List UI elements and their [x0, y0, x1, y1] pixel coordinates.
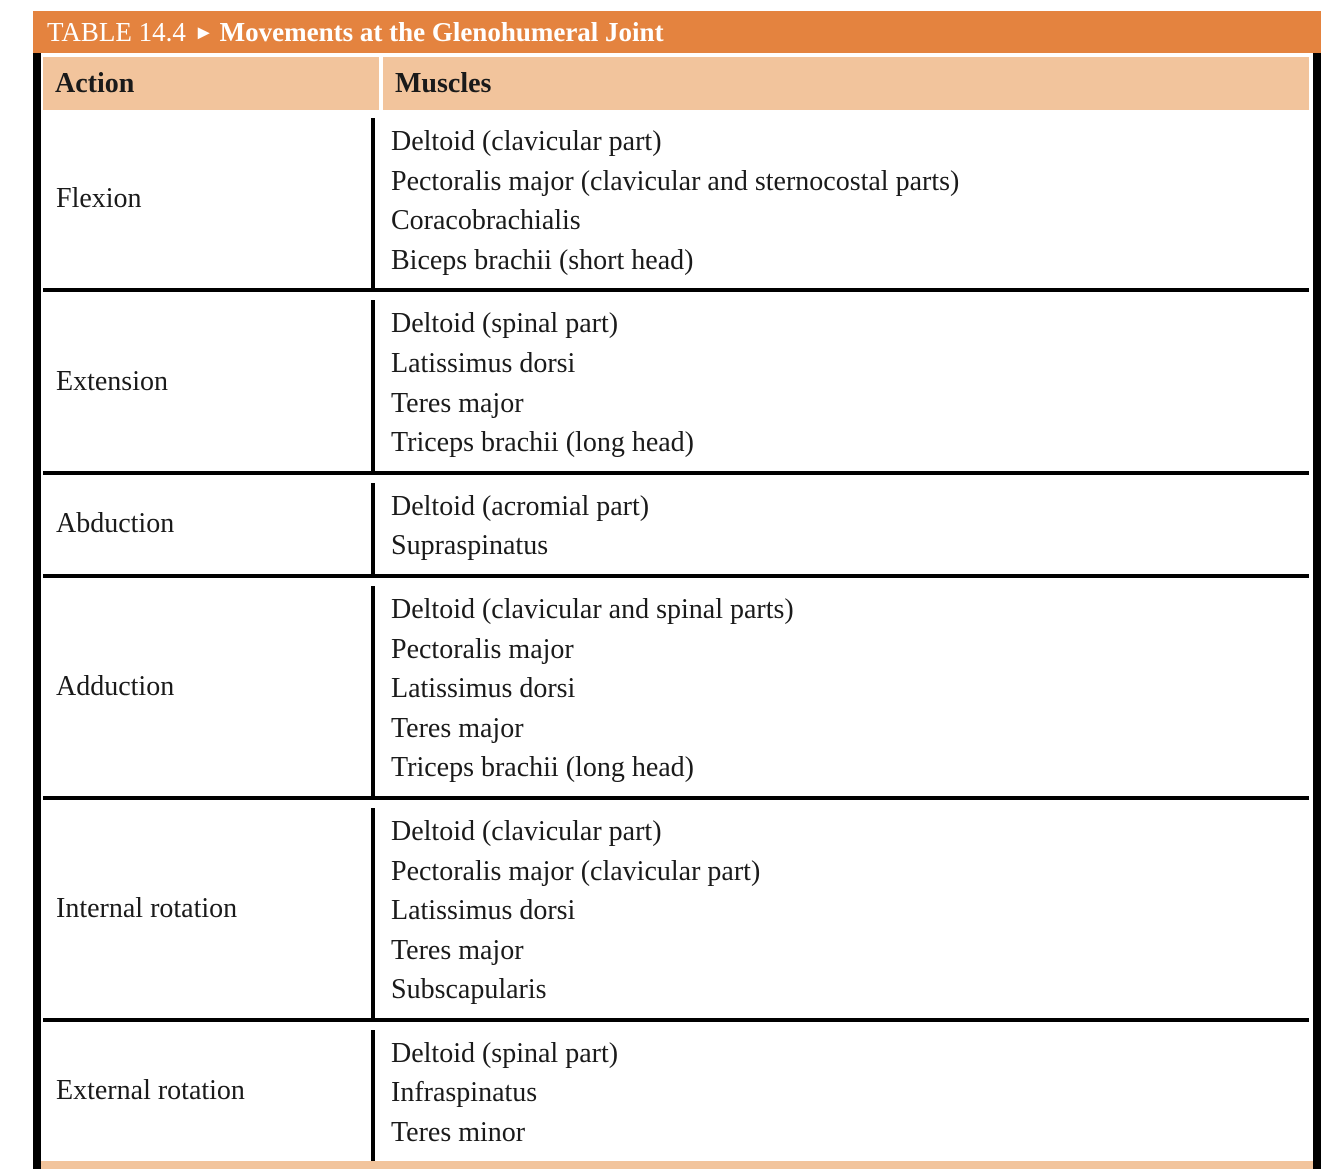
muscle-item: Pectoralis major (clavicular part)	[391, 855, 761, 887]
table-row	[41, 475, 1313, 574]
muscle-item: Triceps brachii (long head)	[391, 427, 694, 459]
muscle-item: Deltoid (clavicular and spinal parts)	[391, 593, 794, 625]
muscle-item: Pectoralis major (clavicular and sternocostal parts)	[391, 165, 960, 197]
column-header-action: Action	[43, 57, 379, 110]
table-title: Movements at the Glenohumeral Joint	[219, 16, 664, 47]
action-cell: External rotation	[56, 1075, 245, 1107]
muscle-item: Deltoid (clavicular part)	[391, 126, 662, 157]
action-cell: Abduction	[56, 508, 175, 540]
muscle-item: Deltoid (spinal part)	[391, 308, 619, 340]
action-cell: Internal rotation	[56, 892, 238, 924]
table-rows	[41, 110, 1313, 1161]
muscle-item: Biceps brachii (short head)	[391, 244, 694, 276]
muscles-cell	[375, 578, 1313, 796]
muscle-item: Teres major	[391, 934, 524, 966]
action-cell: Flexion	[56, 183, 142, 215]
muscles-cell	[375, 292, 1313, 470]
action-cell: Adduction	[56, 670, 175, 702]
table	[33, 11, 1321, 1169]
muscle-item: Pectoralis major	[391, 633, 574, 665]
muscle-item: Infraspinatus	[391, 1077, 538, 1109]
table-header-row	[41, 53, 1313, 110]
muscle-item: Triceps brachii (long head)	[391, 752, 694, 784]
action-cell: Extension	[56, 365, 168, 397]
arrow-right-icon: ►	[193, 21, 214, 44]
muscle-item: Supraspinatus	[391, 530, 549, 562]
table-title-bar	[33, 11, 1321, 53]
table-row	[41, 292, 1313, 470]
table-bottom-bar	[41, 1161, 1313, 1169]
muscles-cell	[375, 110, 1313, 288]
table-row	[41, 578, 1313, 796]
muscle-item: Subscapularis	[391, 974, 547, 1006]
muscles-cell	[375, 1022, 1313, 1161]
muscle-item: Deltoid (spinal part)	[391, 1037, 619, 1069]
muscle-item: Latissimus dorsi	[391, 347, 576, 379]
muscle-item: Coracobrachialis	[391, 205, 581, 237]
muscle-item: Teres minor	[391, 1117, 526, 1149]
column-header-muscles: Muscles	[383, 57, 1309, 110]
muscle-item: Deltoid (clavicular part)	[391, 815, 662, 847]
muscle-item: Teres major	[391, 387, 524, 419]
table-row	[41, 1022, 1313, 1161]
muscles-cell	[375, 800, 1313, 1018]
table-row	[41, 800, 1313, 1018]
muscle-item: Deltoid (acromial part)	[391, 490, 650, 522]
table-row	[41, 110, 1313, 288]
table-number: TABLE 14.4	[47, 16, 186, 47]
muscles-cell	[375, 475, 1313, 574]
muscle-item: Latissimus dorsi	[391, 895, 576, 927]
muscle-item: Latissimus dorsi	[391, 673, 576, 705]
table-body	[33, 53, 1321, 1169]
muscle-item: Teres major	[391, 712, 524, 744]
